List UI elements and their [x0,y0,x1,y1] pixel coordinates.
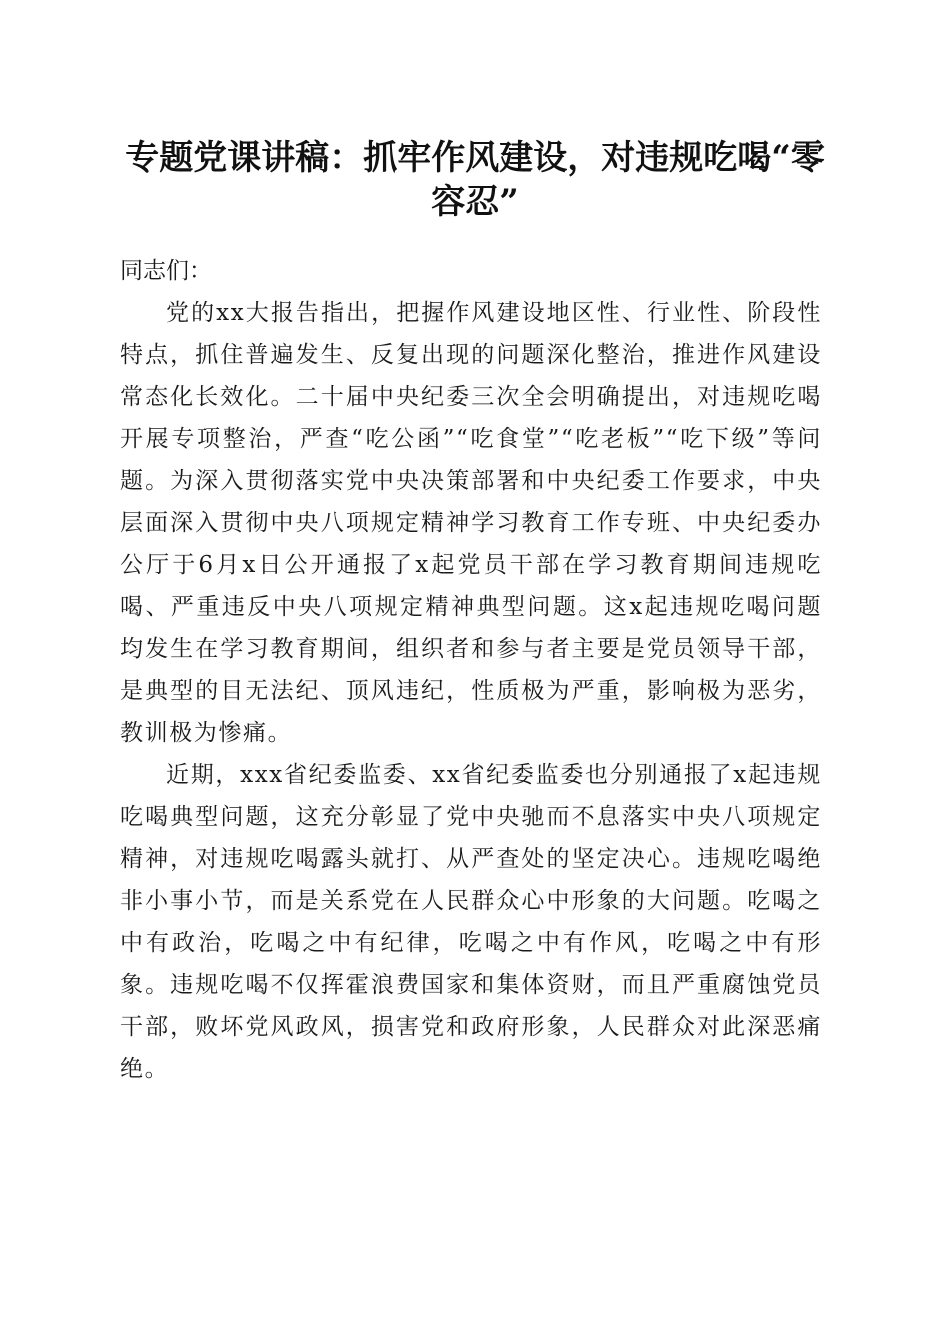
paragraph-2: 近期，xxx省纪委监委、xx省纪委监委也分别通报了x起违规吃喝典型问题，这充分彰显了党中央驰而不息落实中央八项规定精神，对违规吃喝露头就打、从严查处的坚定决心。违规吃喝绝非小事小节，而是关系党在人民群众心中形象的大问题。吃喝之中有政治，吃喝之中有纪律，吃喝之中有作风，吃喝之中有形象。违规吃喝不仅挥霍浪费国家和集体资财，而且严重腐蚀党员干部，败坏党风政风，损害党和政府形象，人民群众对此深恶痛绝。 [120,762,822,1082]
salutation: 同志们： [120,258,212,284]
paragraph-1: 党的xx大报告指出，把握作风建设地区性、行业性、阶段性特点，抓住普遍发生、反复出现的问题深化整治，推进作风建设常态化长效化。二十届中央纪委三次全会明确提出，对违规吃喝开展专项整治，严查“吃公函”“吃食堂”“吃老板”“吃下级”等问题。为深入贯彻落实党中央决策部署和中央纪委工作要求，中央层面深入贯彻中央八项规定精神学习教育工作专班、中央纪委办公厅于6月x日公开通报了x起党员干部在学习教育期间违规吃喝、严重违反中央八项规定精神典型问题。这x起违规吃喝问题均发生在学习教育期间，组织者和参与者主要是党员领导干部，是典型的目无法纪、顶风违纪，性质极为严重，影响极为恶劣，教训极为惨痛。 [120,300,822,746]
document-title: 专题党课讲稿：抓牢作风建设，对违规吃喝“零容忍” [125,138,825,222]
document-body [120,250,822,1090]
